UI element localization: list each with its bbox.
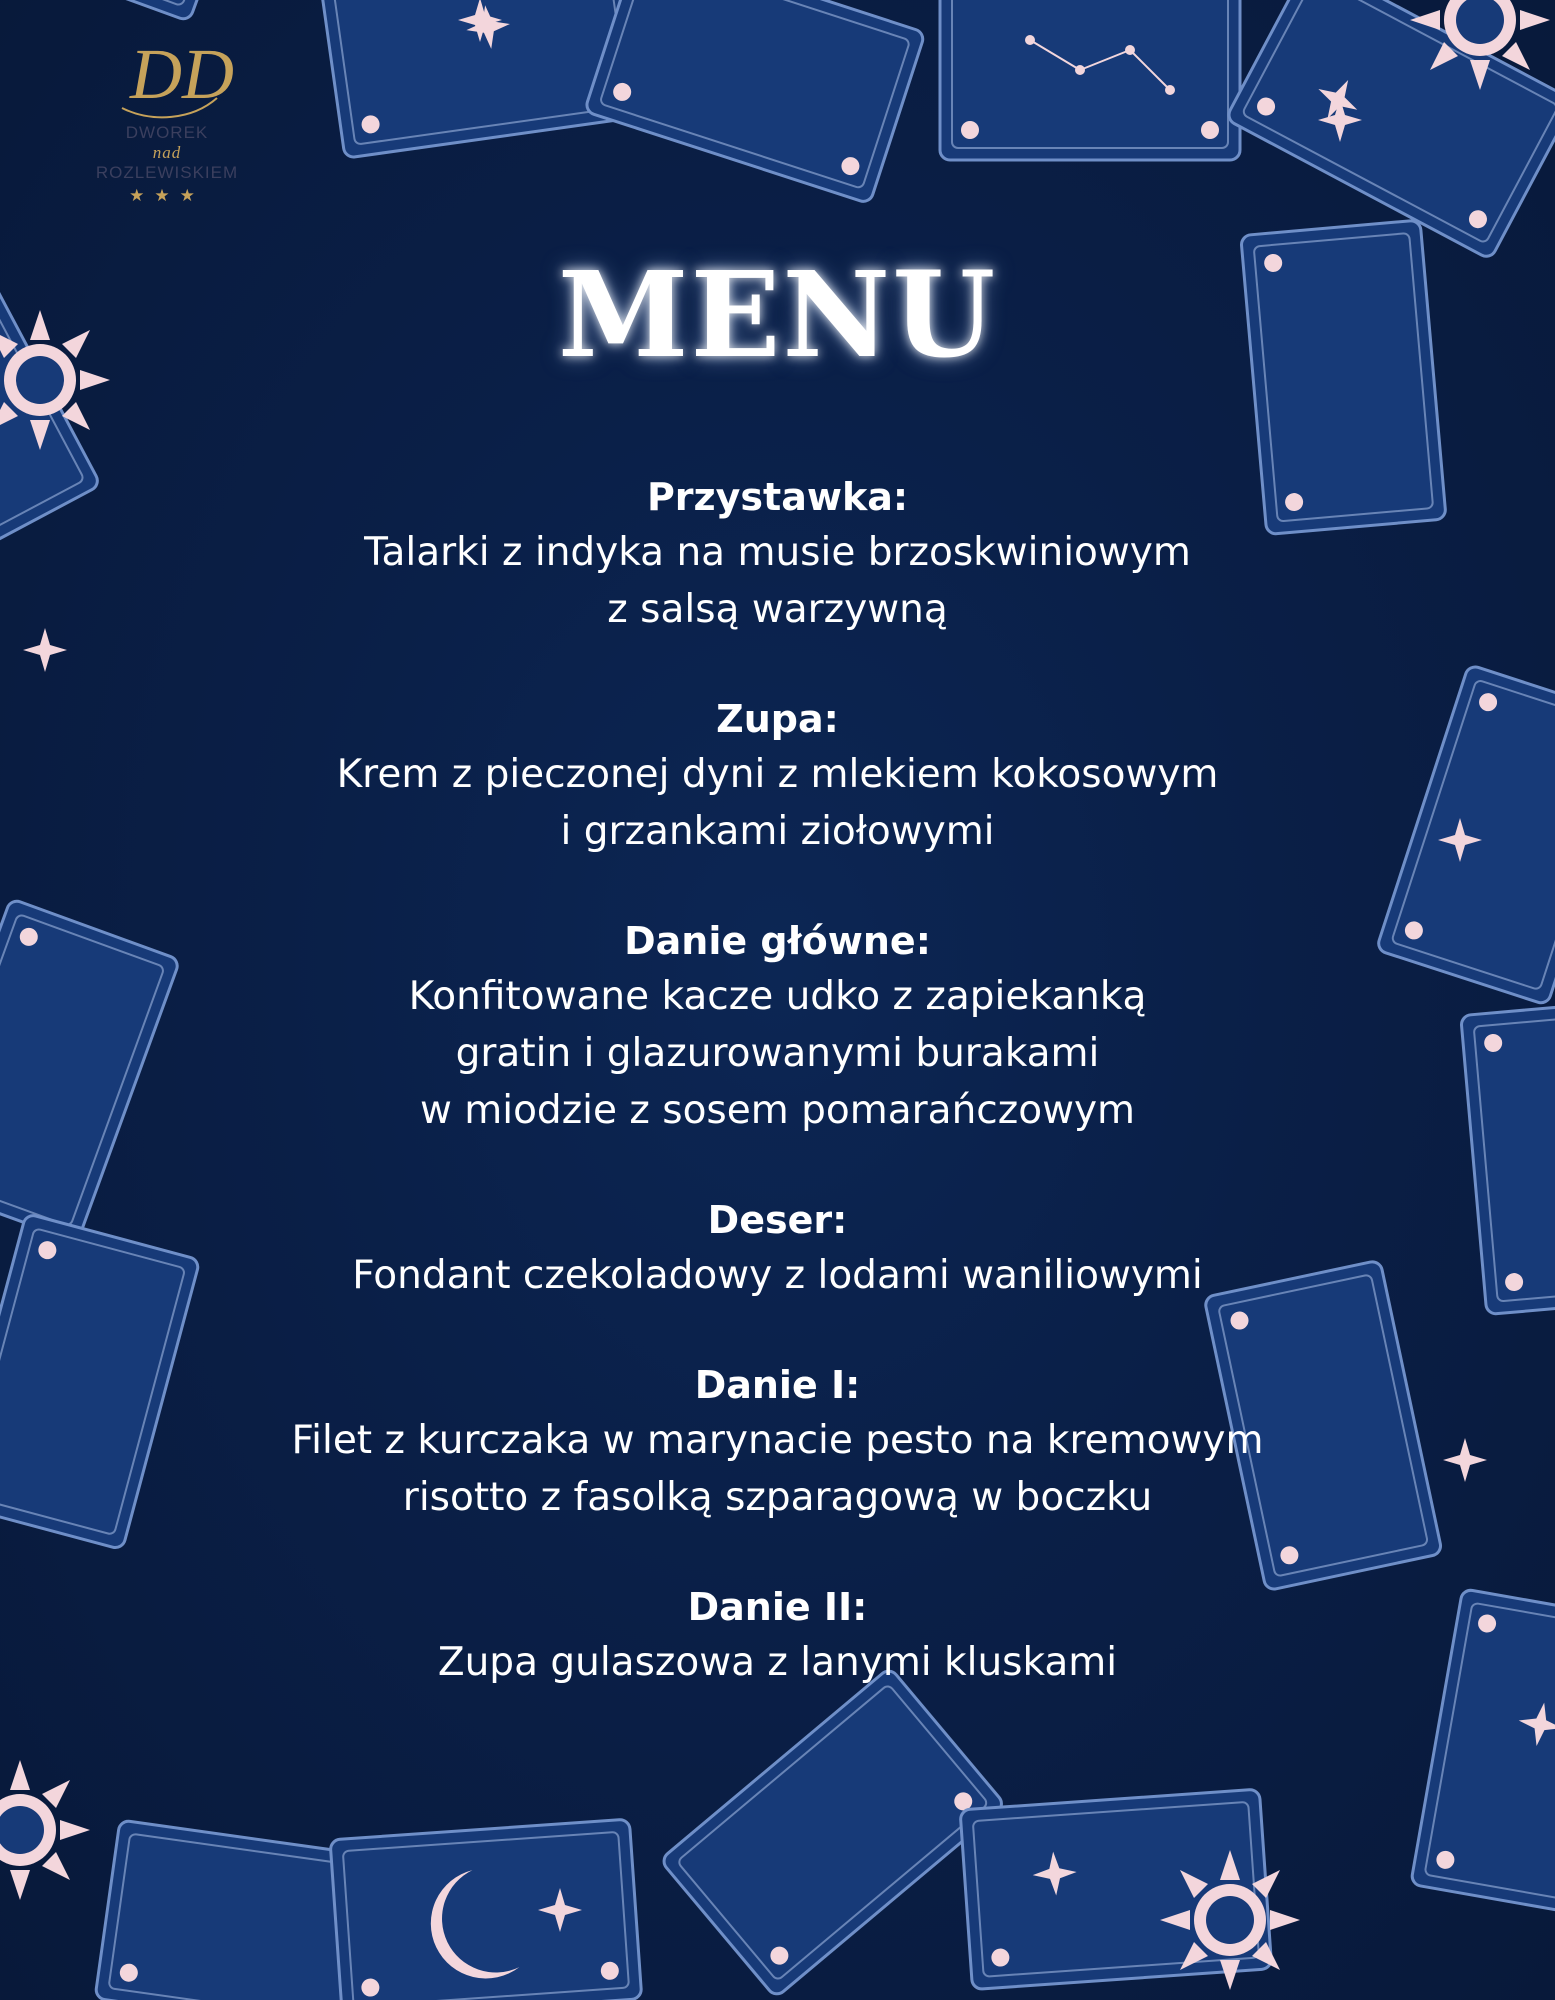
course-label: Danie główne: xyxy=(624,919,931,963)
course-danie-i xyxy=(0,1358,1555,1526)
tarot-card-icon xyxy=(940,0,1240,160)
course-przystawka xyxy=(0,470,1555,638)
course-danie-glowne xyxy=(0,914,1555,1139)
course-description: Konfitowane kacze udko z zapiekanką xyxy=(408,974,1147,1019)
course-deser xyxy=(0,1193,1555,1304)
course-description: w miodzie z sosem pomarańczowym xyxy=(419,1088,1136,1133)
course-description: Filet z kurczaka w marynacie pesto na kremowym xyxy=(291,1418,1264,1463)
course-description: Krem z pieczonej dyni z mlekiem kokosowym xyxy=(336,752,1219,797)
course-label: Przystawka: xyxy=(646,475,909,519)
course-description: risotto z fasolką szparagową w boczku xyxy=(402,1475,1153,1520)
course-description: Zupa gulaszowa z lanymi kluskami xyxy=(437,1640,1118,1685)
course-description: Talarki z indyka na musie brzoskwiniowym xyxy=(364,530,1191,575)
course-description: Fondant czekoladowy z lodami waniliowymi xyxy=(352,1253,1203,1298)
course-label: Danie I: xyxy=(694,1363,861,1407)
course-description: i grzankami ziołowymi xyxy=(560,809,995,854)
course-label: Deser: xyxy=(707,1198,848,1242)
course-label: Danie II: xyxy=(687,1585,868,1629)
course-description: gratin i glazurowanymi burakami xyxy=(455,1031,1100,1076)
course-danie-ii xyxy=(0,1580,1555,1691)
course-label: Zupa: xyxy=(716,697,839,741)
sun-icon xyxy=(0,1760,90,1900)
hotel-logo xyxy=(82,28,252,228)
menu-list xyxy=(0,470,1555,1745)
page-title: MENU xyxy=(557,245,998,384)
course-description: z salsą warzywną xyxy=(607,587,948,632)
logo-text-line-3: ROZLEWISKIEM xyxy=(95,163,239,182)
sun-icon xyxy=(1160,1850,1300,1990)
tarot-card-icon xyxy=(20,0,292,22)
course-zupa xyxy=(0,692,1555,860)
logo-text-line-2: nad xyxy=(152,143,182,162)
tarot-card-icon xyxy=(330,1819,642,2000)
tarot-card-icon xyxy=(584,0,925,204)
rating-stars: ★★★ xyxy=(129,186,205,206)
svg-text:DD: DD xyxy=(130,34,234,114)
monogram-icon xyxy=(112,28,234,123)
logo-text-line-1: DWOREK xyxy=(125,123,209,142)
